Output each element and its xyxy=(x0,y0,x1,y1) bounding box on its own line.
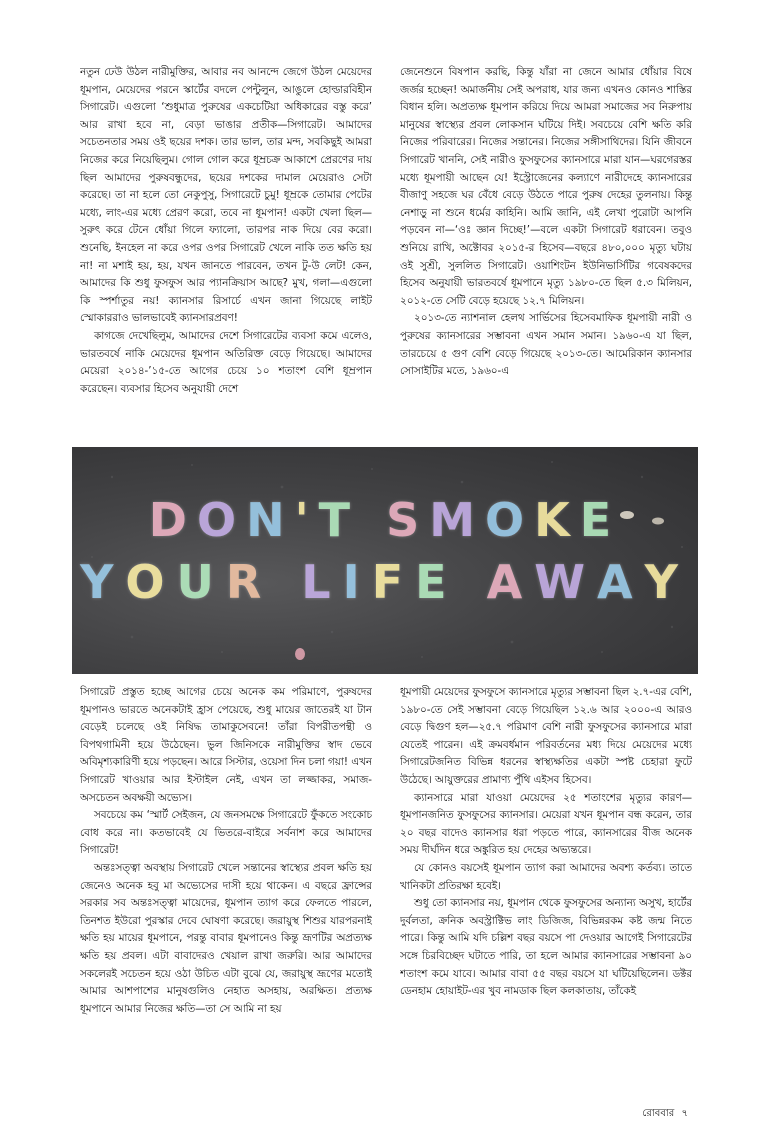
paragraph: ধূমপায়ী মেয়েদের ফুসফুসে ক্যানসারে মৃত্যুর সম্ভাবনা ছিল ২.৭-এর বেশি, ১৯৮০-তে সেই সম্ভাবনা বেড়ে গিয়েছিল ১২.৬ আর ২০০০-এ আরও বেড়ে দ্বিগুণ হল—২৫.৭ পরিমাণ বেশি নারী ফুসফুসের ক্যানসারে মারা যেতেই পারেন। এই ক্রমবর্ধমান পরিবর্তনের মধ্য দিয়ে মেয়েদের মধ্যে সিগারেটজনিত বিভিন্ন ধরনের স্বাস্থ্যক্ষতির একটা স্পষ্ট চেহারা ফুটে উঠেছে। আয়ুক্তরের প্রামাণ্য পুঁথি এইসব হিসেব। xyxy=(400,686,692,786)
chalk-letter xyxy=(360,493,386,547)
chalk-letter: L xyxy=(301,555,343,609)
footer-label: রোববার xyxy=(642,1108,675,1119)
chalk-letter: D xyxy=(148,493,197,547)
paragraph: নতুন ঢেউ উঠল নারীমুক্তির, আবার নব আনন্দে জেগে উঠল মেয়েদের ধূমপান, মেয়েদের পরনে স্কার্টের বদলে পেন্টুলুন, আঙুলে হোল্ডারবিহীন সিগারেট। এগুলো ‘শুধুমাত্র পুরুষের একচেটিয়া অধিকারের বস্তু করে’ আর রাখা হবে না, বেড়া ভাঙার প্রতীক—সিগারেট। আমাদের সচেতনতার সময় ওই ছয়ের দশক। তার ভাল, তার মন্দ, সবকিছুই আমরা নিজের করে নিয়েছিলুম। গোল গোল করে ধূম্রচক্র আকাশে প্রেরণের দায় ছিল আমাদের পুরুষবন্ধুদের, ছয়ের দশকের দামাল মেয়েরাও সেটা করেছে। তা না হলে তো নেকুপুসু, সিগারেটে চুমু! ধূম্রকে তোমার পেটের মধ্যে, লাং-এর মধ্যে প্রেরণ করো, তবে না ধূমপান! একটা খেলা ছিল—সুরুৎ করে টেনে ধোঁয়া গিলে ফ্যালো, তারপর নাক দিয়ে বের করো। শুনেছি, ইনহেল না করে ওপর ওপর সিগারেট খেলে নাকি তত ক্ষতি হয় না! না মশাই হয়, হয়, যখন জানতে পারবেন, তখন টু-উ লেট! কেন, আমাদের কি শুধু ফুসফুস আর প্যানক্রিয়াস আছে? মুখ, গলা—এগুলো কি স্পর্শাতুর নয়! ক্যানসার রিসার্চে এখন জানা গিয়েছে লাইট স্মোকাররাও ভালভাবেই ক্যানসারপ্রবণ! xyxy=(80,66,372,325)
chalk-letter: T xyxy=(318,493,361,547)
chalk-letter: N xyxy=(246,493,295,547)
chalk-letter: ' xyxy=(294,493,319,547)
chalk-letter: E xyxy=(415,555,459,609)
paragraph: যে কোনও বয়সেই ধূমপান ত্যাগ করা আমাদের অবশ্য কর্তব্য। তাতে খানিকটা প্রতিরক্ষা হবেই। xyxy=(400,861,692,892)
paragraph: অন্তঃসত্ত্বা অবস্থায় সিগারেট খেলে সন্তানের স্বাস্থ্যের প্রবল ক্ষতি হয় জেনেও অনেক হবু মা অভ্যেসের দাসী হয়ে থাকেন। এ বছরে ফ্রান্সের সরকার সব অন্তঃসত্ত্বা মায়েদের, ধূমপান ত্যাগ করে ফেলতে পারলে, তিনশত ইউরো পুরস্কার দেবে ঘোষণা করেছে। জরায়ুস্থ শিশুর যারপরনাই ক্ষতি হয় মায়ের ধূমপানে, পরন্তু বাবার ধূমপানেও কিন্তু ভ্রূণটির অপ্রত্যক্ষ ক্ষতি হয় প্রবল। এটা বাবাদেরও খেয়াল রাখা জরুরি। আর আমাদের সকলেরই সচেতন হয়ে ওঠা উচিত এটা বুঝে যে, জরায়ুস্থ ভ্রূণের মতোই আমার আশপাশের মানুষগুলিও নেহাত অসহায়, অরক্ষিত। প্রত্যক্ষ ধূমপানে আমার নিজের ক্ষতি—তা সে আমি না হয় xyxy=(80,861,372,1015)
article-column-top-right xyxy=(400,64,692,428)
chalk-letter: R xyxy=(225,555,274,609)
chalk-letter: O xyxy=(125,555,177,609)
chalk-letter: F xyxy=(371,555,416,609)
page-footer xyxy=(638,1106,688,1123)
paragraph: সিগারেট প্রস্তুত হচ্ছে আগের চেয়ে অনেক কম পরিমাণে, পুরুষদের ধূমপানও ভারতে অনেকটাই হ্রাস পেয়েছে, শুধু মায়ের জাতেরই যা টান বেড়েই চলেছে ওই নিষিদ্ধ তামাকুসেবনে! তাঁরা বিপরীতপন্থী ও বিপথগামিনী হয়ে উঠেছেন। ভুল জিনিসকে নারীমুক্তির স্বাদ ভেবে অবিমৃশ্যকারিণী হয়ে পড়ছেন। আরে সিস্টার, ওয়েসা দিন চলা গয়া! এখন সিগারেট খাওয়ার আর ইস্টাইল নেই, এখন তা লজ্জাকর, সমাজ-অসচেতন অবক্ষয়ী অভ্যেস। xyxy=(80,686,372,804)
chalk-letter: Y xyxy=(644,555,690,609)
chalk-letter xyxy=(459,555,487,609)
slogan-line-1 xyxy=(72,493,698,547)
chalk-piece xyxy=(295,648,305,660)
chalk-letter: Y xyxy=(80,555,126,609)
paragraph: ২০১৩-তে ন্যাশনাল হেলথ সার্ভিসের হিসেবমাফিক ধূমপায়ী নারী ও পুরুষের ক্যানসারের সম্ভাবনা এখন সমান সমান। ১৯৬০-এ যা ছিল, তারচেয়ে ৫ গুণ বেশি বেড়ে গিয়েছে ২০১৩-তে। আমেরিকান ক্যানসার সোসাইটির মতে, ১৯৬০-এ xyxy=(400,312,692,378)
chalk-letter: A xyxy=(596,555,645,609)
slogan-line-2 xyxy=(72,555,698,609)
paragraph: শুধু তো ক্যানসার নয়, ধূমপান থেকে ফুসফুসের অন্যান্য অসুখ, হার্টের দুর্বলতা, ক্রনিক অবস্ট্রাক্টিভ লাং ডিজিজ, বিভিন্নরকম কষ্ট জন্ম নিতে পারে। কিন্তু আমি যদি চল্লিশ বছর বয়সে পা দেওয়ার আগেই সিগারেটের সঙ্গে চিরবিচ্ছেদ ঘটাতে পারি, তা হলে আমার ক্যানসারের সম্ভাবনা ৯০ শতাংশ কমে যাবে। আমার বাবা ৫৫ বছর বয়সে যা ঘটিয়েছিলেন। ডক্টর ডেনহাম হোয়াইট-এর খুব নামডাক ছিল কলকাতায়, তাঁকেই xyxy=(400,897,692,998)
chalk-slogan-photo xyxy=(72,447,698,674)
paragraph: কাগজে দেখেছিলুম, আমাদের দেশে সিগারেটের ব্যবসা কমে এলেও, ভারতবর্ষে নাকি মেয়েদের ধূমপান অতিরিক্ত বেড়ে গিয়েছে। আমাদের মেয়েরা ২০১৪-’১৫-তে আগের চেয়ে ১০ শতাংশ বেশি ধূম্রপান করেছেন। ব্যবসার হিসেব অনুযায়ী দেশে xyxy=(80,329,372,395)
chalk-letter: W xyxy=(534,555,597,609)
paragraph: ক্যানসারে মারা যাওয়া মেয়েদের ২৫ শতাংশের মৃত্যুর কারণ— ধূমপানজনিত ফুসফুসের ক্যানসার। মেয়েরা যখন ধূমপান বন্ধ করেন, তার ২০ বছর বাদেও ক্যানসার ধরা পড়তে পারে, ক্যানসারের বীজ অনেক সময় দীর্ঘদিন ধরে অঙ্কুরিত হয় দেহের অভ্যন্তরে। xyxy=(400,791,692,857)
paragraph: জেনেশুনে বিষপান করছি, কিন্তু যাঁরা না জেনে আমার ধোঁয়ার বিষে জর্জর হচ্ছেন! অমার্জনীয় সেই অপরাধ, যার জন্য এখনও কোনও শাস্তির বিধান হলি। অপ্রত্যক্ষ ধূমপান করিয়ে দিয়ে আমরা সমাজের সব নিরুপায় মানুষের স্বাস্থ্যের প্রবল লোকসান ঘটিয়ে দিই। সবচেয়ে বেশি ক্ষতি করি নিজের পরিবারের। নিজের সন্তানের। নিজের সঙ্গীসাথিদের। যিনি জীবনে সিগারেট খাননি, সেই নারীও ফুসফুসের ক্যানসারে মারা যান—ঘরগেরস্তর মধ্যে ধূমপায়ী আছেন যে! ইস্ট্রোজেনের কল্যাণে নারীদেহে ক্যানসারের বীজাণু সহজে ঘর বেঁধে বেড়ে উঠতে পারে পুরুষ দেহের তুলনায়। কিন্তু নেশাড়ু না শুনে ধর্মের কাহিনি। আমি জানি, এই লেখা পুরোটা আপনি পড়বেন না—‘ওঃ জ্ঞান দিচ্ছে!’—বলে একটা সিগারেট ধরাবেন। তবুও শুনিয়ে রাখি, অক্টোবর ২০১৫-র হিসেব—বছরে ৪৮০,০০০ মৃত্যু ঘটায় ওই সুশ্রী, সুললিত সিগারেট। ওয়াশিংটন ইউনিভার্সিটির গবেষকদের হিসেব অনুযায়ী ভারতবর্ষে ধূমপানে মৃত্যু ১৯৮০-তে ছিল ৫.৩ মিলিয়ন, ২০১২-তে সেটি বেড়ে হয়েছে ১২.৭ মিলিয়ন। xyxy=(400,66,692,307)
chalk-letter: O xyxy=(196,493,247,547)
chalk-letter: S xyxy=(386,493,430,547)
article-column-bottom-right xyxy=(400,684,692,1090)
chalk-letter: E xyxy=(579,493,622,547)
chalk-letter: I xyxy=(342,555,372,609)
chalk-letter xyxy=(273,555,301,609)
chalk-letter: K xyxy=(534,493,580,547)
page-number: ৭ xyxy=(681,1108,688,1119)
chalk-letter: M xyxy=(429,493,485,547)
chalk-letter: U xyxy=(176,555,226,609)
paragraph: সবচেয়ে কম ‘স্মার্ট সেইজন, যে জনসমক্ষে সিগারেটে ফুঁকতে সংকোচ বোধ করে না। কতভাবেই যে ভিতরে-বাইরে সর্বনাশ করে আমাদের সিগারেট! xyxy=(80,809,372,857)
chalk-letter: O xyxy=(485,493,535,547)
chalk-letter: A xyxy=(486,555,535,609)
article-column-top-left xyxy=(80,64,372,428)
article-column-bottom-left xyxy=(80,684,372,1090)
